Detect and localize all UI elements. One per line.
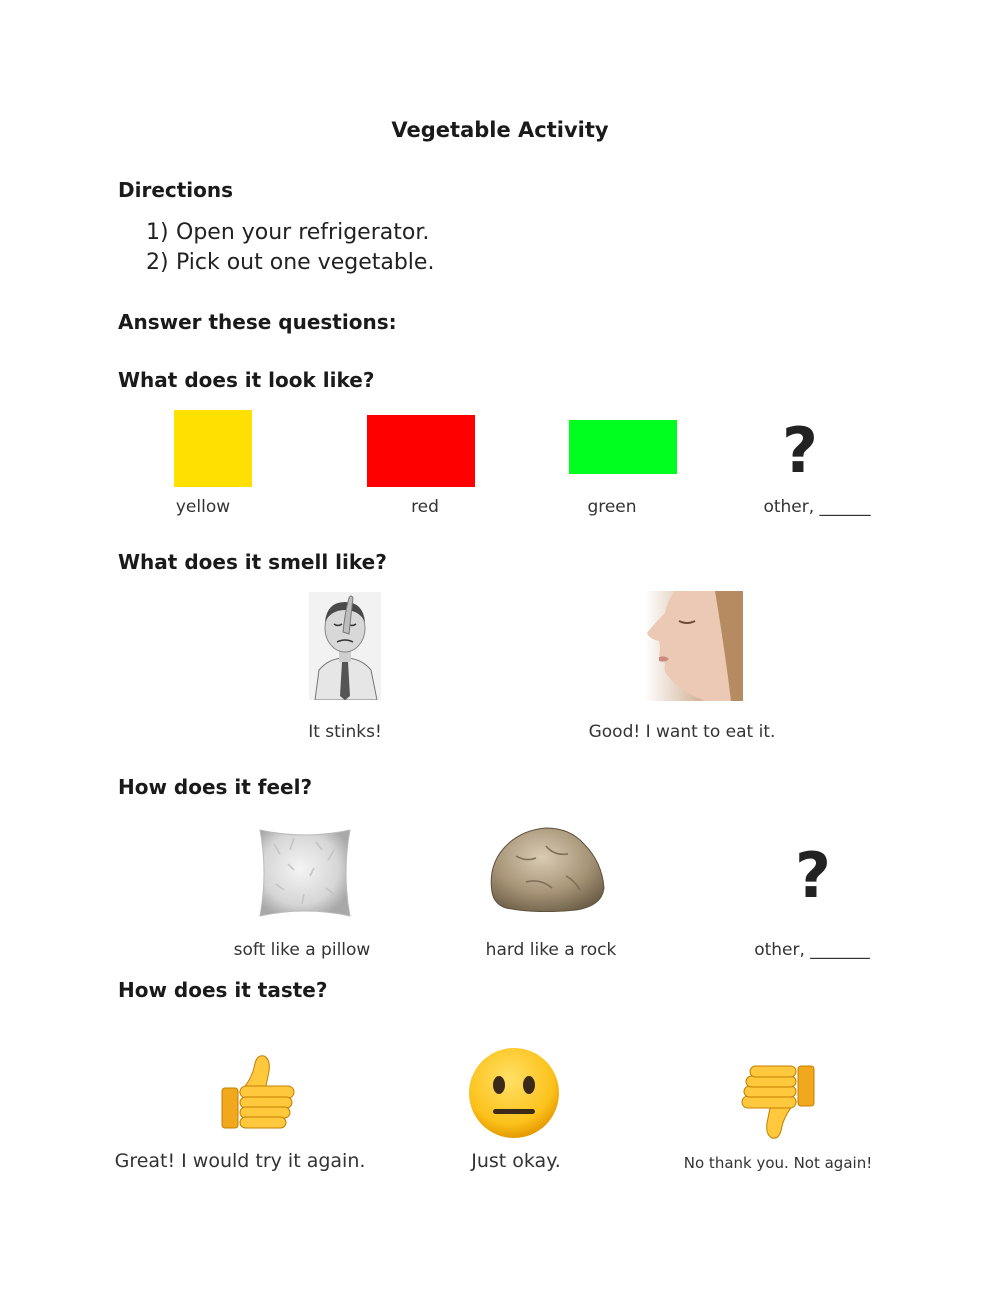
neutral-face-icon [467, 1047, 561, 1139]
okay-label: Just okay. [471, 1150, 561, 1172]
no-thanks-label: No thank you. Not again! [683, 1154, 873, 1172]
red-swatch [367, 415, 475, 487]
soft-label: soft like a pillow [233, 940, 371, 960]
stinks-label: It stinks! [308, 722, 382, 742]
good-smell-label: Good! I want to eat it. [588, 722, 776, 742]
great-label: Great! I would try it again. [114, 1150, 366, 1172]
answer-heading: Answer these questions: [118, 310, 397, 334]
woman-smelling-icon [645, 591, 743, 701]
taste-heading: How does it taste? [118, 978, 328, 1002]
green-swatch [569, 420, 677, 474]
yellow-label: yellow [175, 497, 231, 517]
feel-heading: How does it feel? [118, 775, 313, 799]
directions-heading: Directions [118, 178, 234, 202]
direction-step [146, 220, 429, 245]
other-feel-label: other, _______ [754, 940, 870, 960]
thumbs-up-icon [220, 1052, 298, 1132]
smell-heading: What does it smell like? [118, 550, 387, 574]
hard-label: hard like a rock [485, 940, 617, 960]
step-text: Open your refrigerator. [176, 220, 430, 245]
thumbs-down-icon [738, 1062, 816, 1142]
step-number: 1) [146, 220, 169, 245]
fluffy-pillow-icon [254, 824, 356, 922]
green-label: green [587, 497, 637, 517]
other-color-label: other, ______ [763, 497, 871, 517]
yellow-swatch [174, 410, 252, 487]
step-text: Pick out one vegetable. [176, 250, 435, 275]
red-label: red [411, 497, 439, 517]
page-title: Vegetable Activity [391, 118, 609, 142]
rock-icon [486, 826, 606, 912]
step-number: 2) [146, 250, 169, 275]
direction-step [146, 250, 434, 275]
look-heading: What does it look like? [118, 368, 375, 392]
question-mark-icon: ? [782, 414, 818, 487]
man-holding-nose-icon [309, 592, 381, 700]
question-mark-icon: ? [795, 839, 831, 912]
